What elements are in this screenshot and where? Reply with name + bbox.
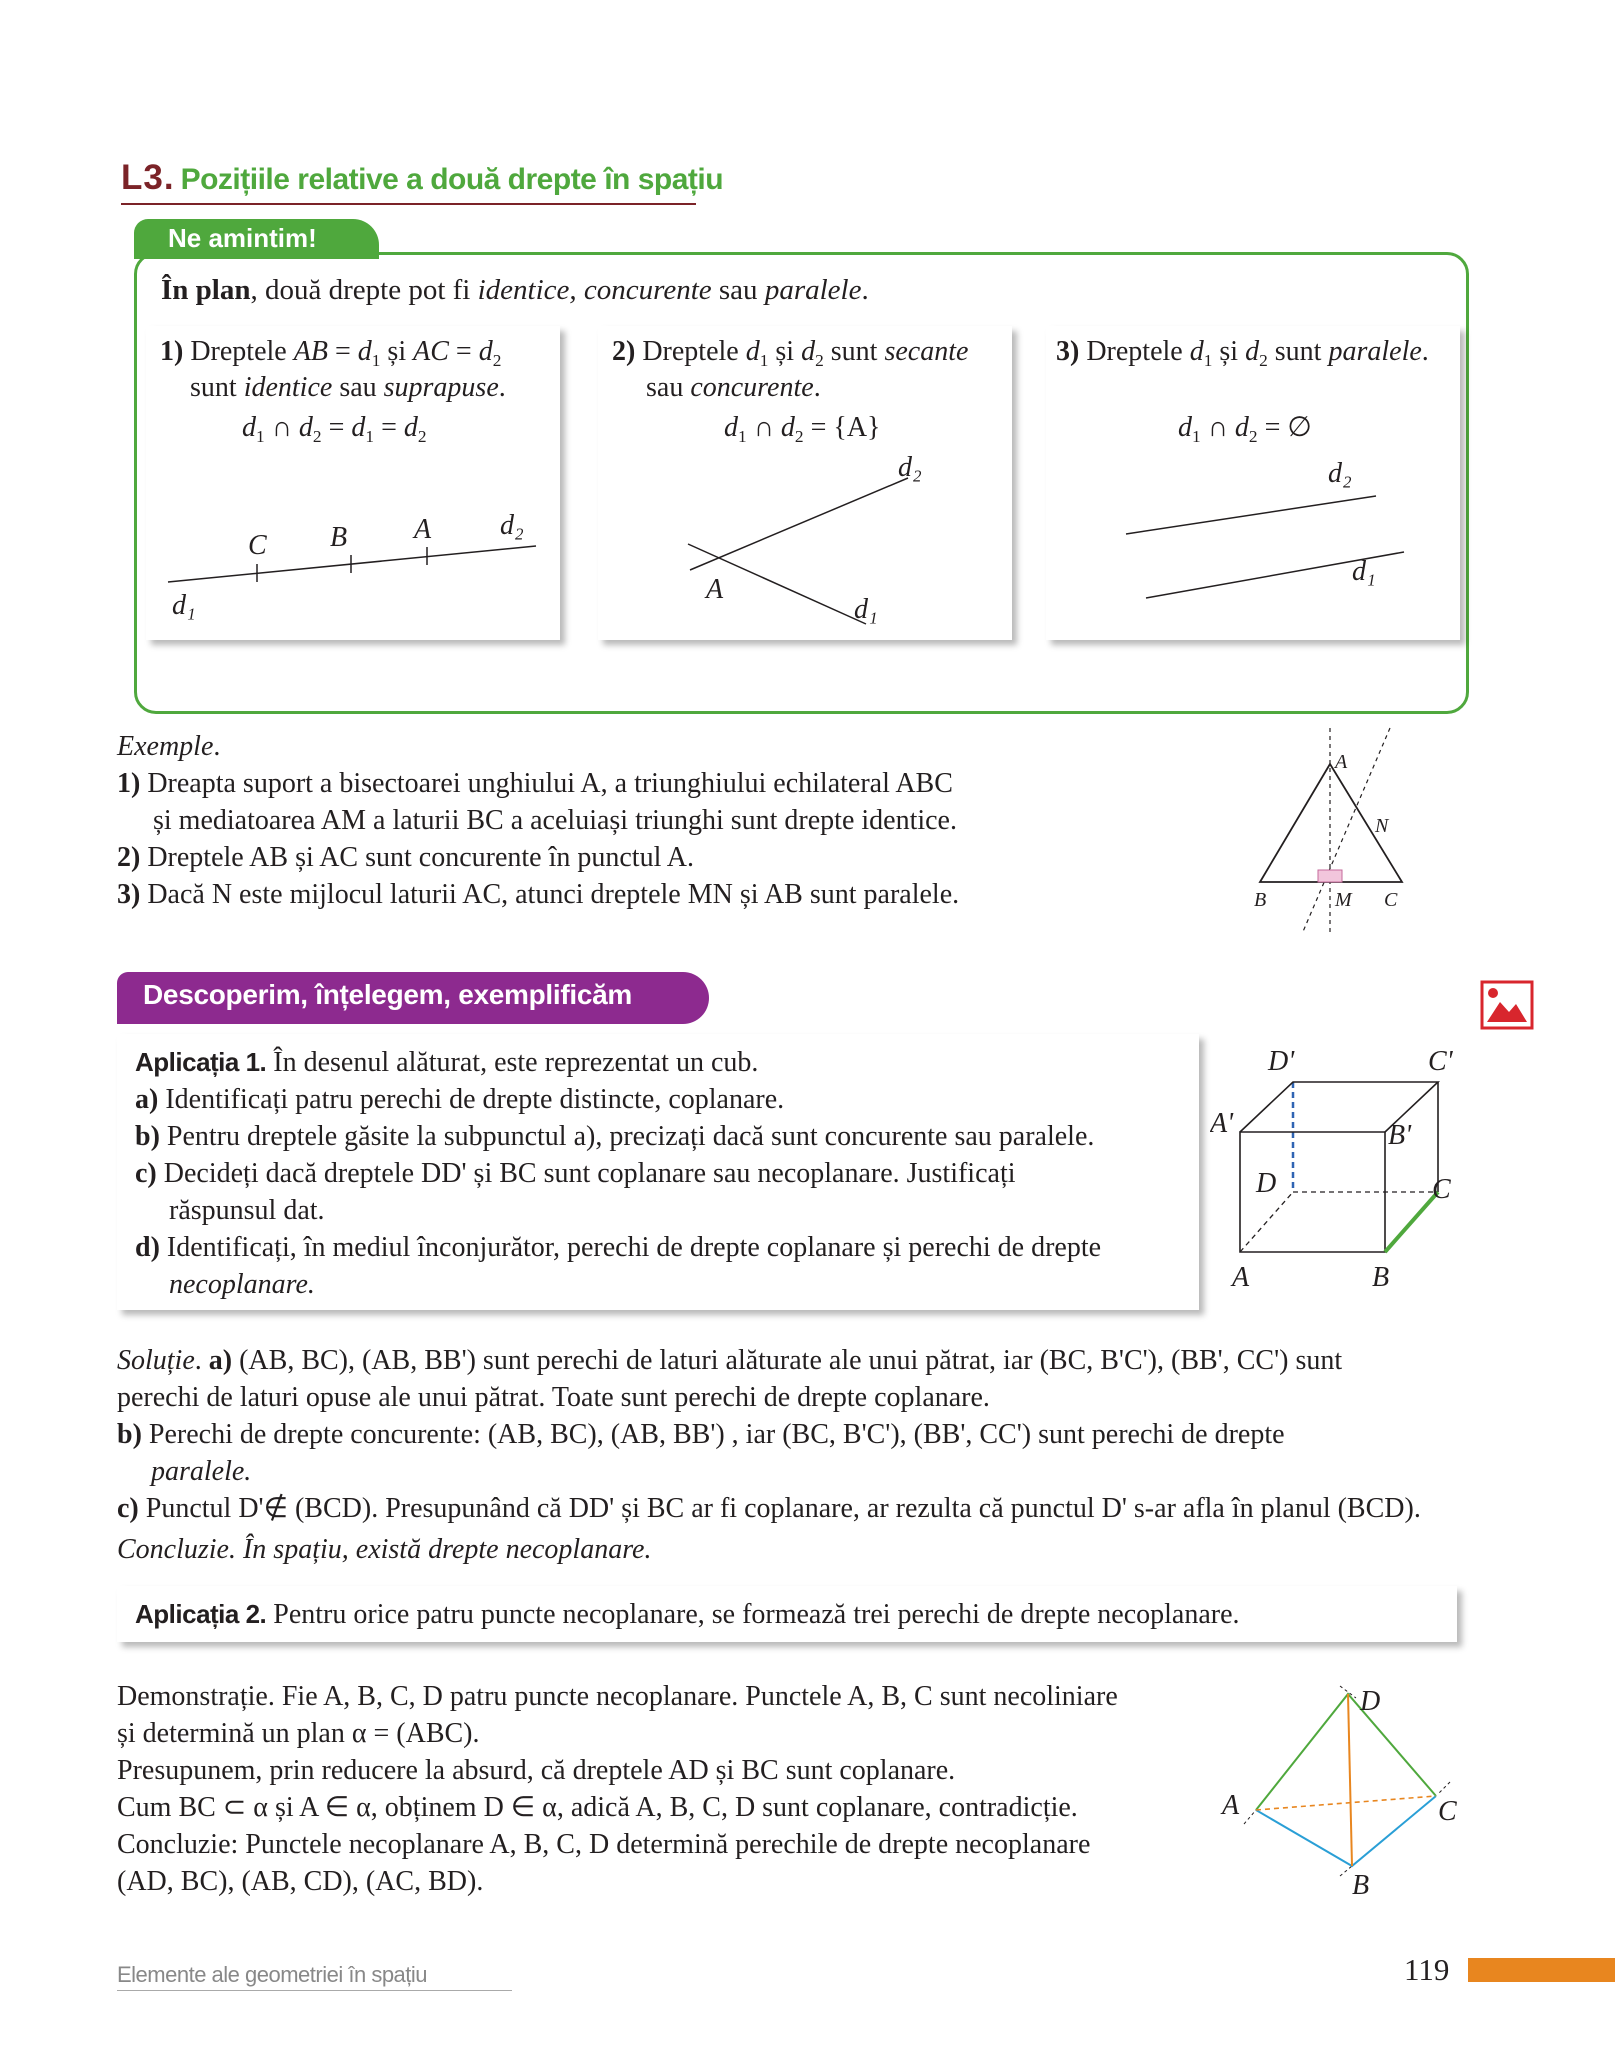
cube-figure <box>1210 1030 1500 1300</box>
example-1-cont: și mediatoarea AM a laturii BC a aceluiași triunghi sunt drepte identice. <box>153 805 957 836</box>
app1-d-cont: necoplanare. <box>169 1269 315 1300</box>
label-B-prime: B' <box>1388 1120 1412 1151</box>
example-3: 3) Dacă N este mijlocul laturii AC, atunci dreptele MN și AB sunt paralele. <box>117 879 960 910</box>
label-B: B <box>1352 1870 1370 1900</box>
label-D-prime: D' <box>1268 1046 1295 1077</box>
label-A: A <box>706 574 724 605</box>
label-d2: d₂ <box>500 510 524 541</box>
section-tab: Descoperim, înțelegem, exemplificăm <box>117 972 709 1024</box>
label-A: A <box>414 514 432 545</box>
label-C: C <box>1438 1796 1457 1827</box>
title-underline <box>121 203 696 205</box>
card1-line2: sunt identice sau suprapuse. <box>190 372 506 403</box>
label-N: N <box>1375 815 1389 837</box>
label-B: B <box>330 522 348 553</box>
identical-lines-figure <box>146 326 560 640</box>
lesson-title: L3. Pozițiile relative a două drepte în spațiu <box>121 158 724 197</box>
label-C-prime: C' <box>1428 1046 1453 1077</box>
image-icon[interactable] <box>1480 980 1534 1030</box>
label-M: M <box>1335 889 1352 911</box>
card3-formula: $d_1$ ∩ $d_2$ = ∅ <box>1178 412 1312 447</box>
label-B: B <box>1372 1262 1390 1293</box>
recall-intro: În plan, două drepte pot fi identice, concurente sau paralele. <box>161 274 869 306</box>
solution-a-cont: perechi de laturi opuse ale unui pătrat. Toate sunt perechi de drepte coplanare. <box>117 1382 990 1413</box>
card-concurrent-lines <box>598 326 1012 640</box>
card2-formula: $d_1$ ∩ $d_2 = \{A\}$ <box>724 412 881 447</box>
equilateral-triangle-figure <box>1240 722 1440 942</box>
solution <box>117 1342 1457 1568</box>
label-C: C <box>1384 889 1398 911</box>
solution-b: b) Perechi de drepte concurente: (AB, BC), (AB, BB') , iar (BC, B'C'), (BB', CC') sunt perechi de drepte <box>117 1419 1285 1450</box>
label-d2: d₂ <box>1328 458 1352 489</box>
app1-a: a) Identificați patru perechi de drepte distincte, coplanare. <box>135 1084 785 1115</box>
solution-conclusion: Concluzie. În spațiu, există drepte necoplanare. <box>117 1534 652 1565</box>
card-identical-lines <box>146 326 560 640</box>
demo-line-5: Concluzie: Punctele necoplanare A, B, C, D determină perechile de drepte necoplanare <box>117 1829 1091 1860</box>
label-A: A <box>1335 751 1348 773</box>
app1-b: b) Pentru dreptele găsite la subpunctul a), precizați dacă sunt concurente sau paralele. <box>135 1121 1095 1152</box>
label-D: D <box>1256 1168 1277 1199</box>
page-accent-bar <box>1468 1958 1615 1982</box>
tetrahedron-figure <box>1220 1680 1480 1900</box>
label-B: B <box>1254 889 1267 911</box>
solution-a: Soluție. a) (AB, BC), (AB, BB') sunt perechi de laturi alăturate ale unui pătrat, iar (BC, B'C'), (BB', CC') sunt <box>117 1345 1343 1376</box>
demo-line-3: Presupunem, prin reducere la absurd, că dreptele AD și BC sunt coplanare. <box>117 1755 956 1786</box>
app1-c: c) Decideți dacă dreptele DD' și BC sunt coplanare sau necoplanare. Justificați <box>135 1158 1016 1189</box>
solution-b-cont: paralele. <box>151 1456 252 1487</box>
card-parallel-lines <box>1046 326 1460 640</box>
label-D: D <box>1360 1686 1381 1717</box>
application-1 <box>135 1044 1185 1303</box>
examples-heading: Exemple. <box>117 731 221 762</box>
footer-divider <box>117 1990 512 1991</box>
demo-line-6: (AD, BC), (AB, CD), (AC, BD). <box>117 1866 484 1897</box>
demo-line-4: Cum BC ⊂ α și A ∈ α, obținem D ∈ α, adică A, B, C, D sunt coplanare, contradicție. <box>117 1792 1078 1823</box>
label-d1: d₁ <box>854 594 878 625</box>
app1-intro: Aplicația 1. În desenul alăturat, este reprezentat un cub. <box>135 1047 759 1078</box>
example-1: 1) Dreapta suport a bisectoarei unghiului A, a triunghiului echilateral ABC <box>117 768 953 799</box>
demonstration <box>117 1678 1207 1900</box>
parallel-lines-figure <box>1046 326 1460 640</box>
label-C: C <box>248 530 267 561</box>
card2-line1: 2) Dreptele $d_1$ și $d_2$ sunt secante <box>612 336 969 371</box>
card1-formula: $d_1$ ∩ $d_2 = d_1 = d_2$ <box>242 412 427 447</box>
app1-c-cont: răspunsul dat. <box>169 1195 325 1226</box>
label-A: A <box>1222 1790 1240 1821</box>
examples <box>117 728 1057 913</box>
application-2: Aplicația 2. Pentru orice patru puncte necoplanare, se formează trei perechi de drepte necoplanare. <box>135 1599 1240 1630</box>
label-A: A <box>1232 1262 1250 1293</box>
example-2: 2) Dreptele AB și AC sunt concurente în punctul A. <box>117 842 695 873</box>
demo-line-2: și determină un plan α = (ABC). <box>117 1718 480 1749</box>
demo-line-1: Demonstrație. Fie A, B, C, D patru puncte necoplanare. Punctele A, B, C sunt necoliniare <box>117 1681 1118 1712</box>
footer-chapter: Elemente ale geometriei în spațiu <box>117 1962 428 1987</box>
recall-tab: Ne amintim! <box>134 219 379 259</box>
label-C: C <box>1432 1174 1451 1205</box>
page-number: 119 <box>1404 1952 1450 1987</box>
solution-c: c) Punctul D'∉ (BCD). Presupunând că DD' și BC ar fi coplanare, ar rezulta că punctul D' s-ar afla în planul (BCD). <box>117 1493 1421 1524</box>
app1-d: d) Identificați, în mediul înconjurător, perechi de drepte coplanare și perechi de drepte <box>135 1232 1102 1263</box>
label-A-prime: A' <box>1210 1108 1234 1139</box>
label-d2: d₂ <box>898 452 922 483</box>
concurrent-lines-figure <box>598 326 1012 640</box>
label-d1: d₁ <box>1352 556 1376 587</box>
label-d1: d₁ <box>172 590 196 621</box>
card3-line1: 3) Dreptele $d_1$ și $d_2$ sunt paralele. <box>1056 336 1429 371</box>
card2-line2: sau concurente. <box>646 372 821 403</box>
card1-line1: 1) Dreptele AB = $d_1$ și AC = $d_2$ <box>160 336 502 371</box>
